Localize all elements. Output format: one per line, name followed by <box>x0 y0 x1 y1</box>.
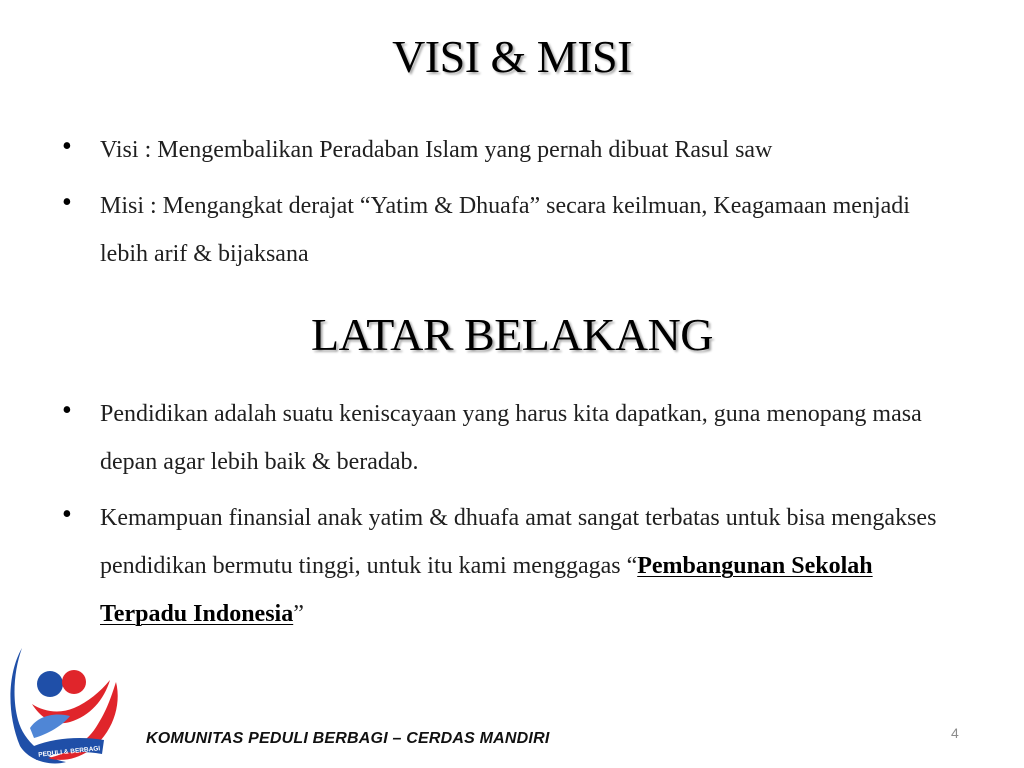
peduli-berbagi-logo <box>4 642 122 768</box>
bullet-list-latar-belakang <box>62 390 962 646</box>
list-item <box>62 494 962 638</box>
logo-ribbon-text: PEDULI & BERBAGI <box>38 745 101 759</box>
section-heading-visi-misi: VISI & MISI <box>392 31 632 82</box>
list-item <box>62 126 962 174</box>
section-heading-latar-belakang: LATAR BELAKANG <box>310 309 713 360</box>
bullet-icon: • <box>62 499 72 530</box>
bullet-icon: • <box>62 187 72 218</box>
logo-light-body-icon <box>30 715 70 739</box>
logo-red-head-icon <box>62 670 86 694</box>
bullet-text <box>100 505 936 627</box>
bullet-text: Pendidikan adalah suatu keniscayaan yang harus kita dapatkan, guna menopang masa depan agar lebih baik & beradab. <box>100 401 922 475</box>
page-number: 4 <box>951 725 959 741</box>
bullet-list-visi-misi <box>62 126 962 286</box>
bullet-icon: • <box>62 395 72 426</box>
program-title: Pembangunan Sekolah Terpadu Indonesia <box>100 553 873 627</box>
bullet-text: Visi : Mengembalikan Peradaban Islam yang pernah dibuat Rasul saw <box>100 137 773 163</box>
footer-organization-name: KOMUNITAS PEDULI BERBAGI – CERDAS MANDIRI <box>146 730 550 747</box>
bullet-text-tail: ” <box>293 601 304 627</box>
list-item <box>62 390 962 486</box>
logo-blue-head-icon <box>37 671 63 697</box>
bullet-icon: • <box>62 131 72 162</box>
bullet-text-lead: Kemampuan finansial anak yatim & dhuafa amat sangat terbatas untuk bisa mengakses pendidikan bermutu tinggi, untuk itu kami menggagas “ <box>100 505 937 579</box>
list-item <box>62 182 962 278</box>
bullet-text: Misi : Mengangkat derajat “Yatim & Dhuafa” secara keilmuan, Keagamaan menjadi lebih arif & bijaksana <box>100 193 910 267</box>
